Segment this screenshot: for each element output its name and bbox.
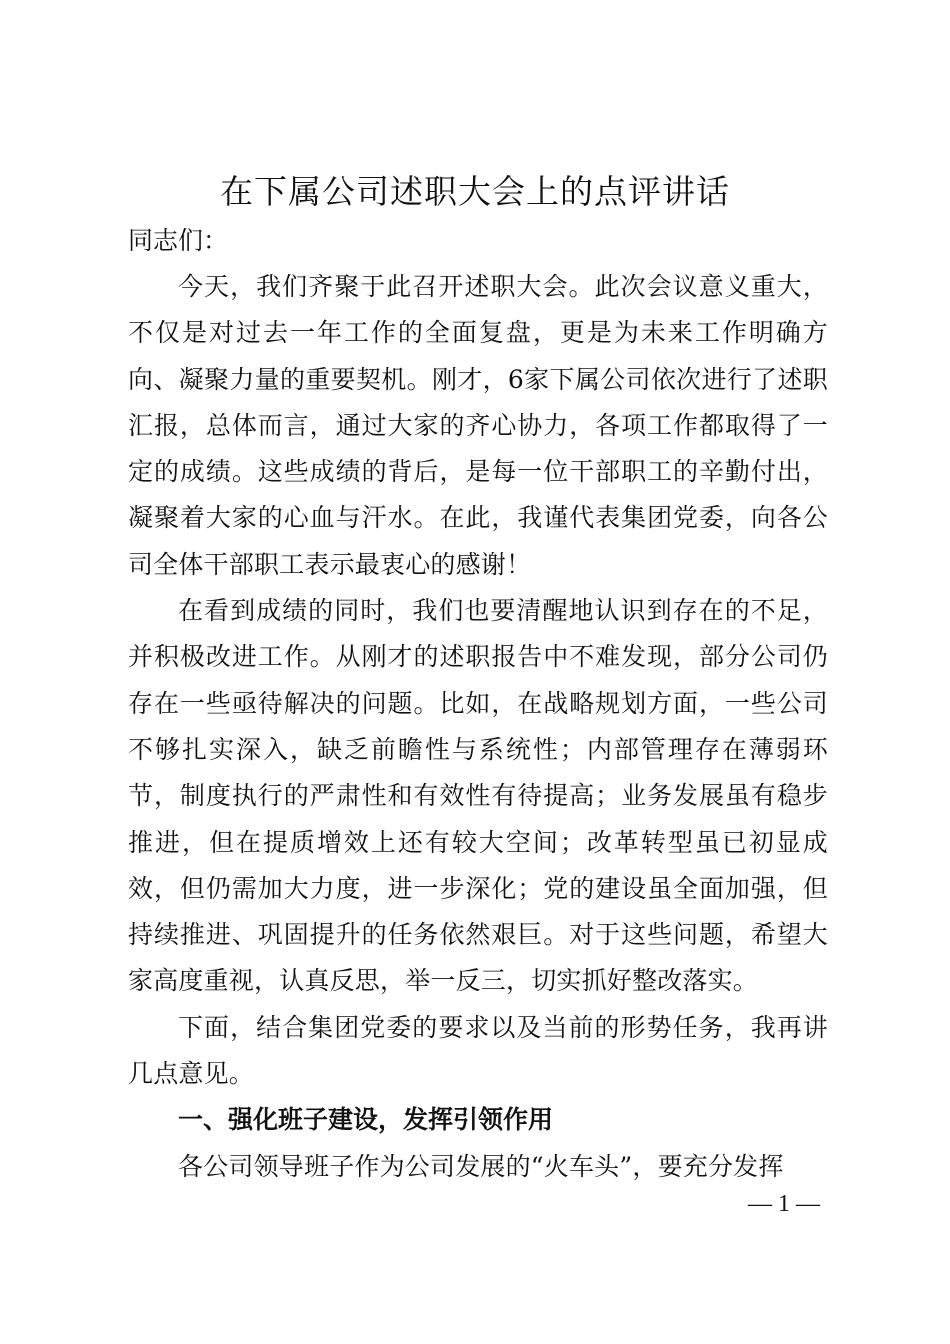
paragraph-transition: 下面，结合集团党委的要求以及当前的形势任务，我再讲几点意见。 — [128, 1012, 828, 1089]
paragraph-section-one: 各公司领导班子作为公司发展的“火车头”，要充分发挥 — [178, 1151, 784, 1181]
page-number: — 1 — — [748, 1191, 820, 1217]
paragraph-shortcomings: 在看到成绩的同时，我们也要清醒地认识到存在的不足，并积极改进工作。从刚才的述职报告中不难发现，部分公司仍存在一些亟待解决的问题。比如，在战略规划方面，一些公司不够扎实深入，缺乏前瞻性与系统性；内部管理存在薄弱环节，制度执行的严肃性和有效性有待提高；业务发展虽有稳步推进，但在提质增效上还有较大空间；改革转型虽已初显成效，但仍需加大力度，进一步深化；党的建设虽全面加强，但持续推进、巩固提升的任务依然艰巨。对于这些问题，希望大家高度重视，认真反思，举一反三，切实抓好整改落实。 — [128, 596, 828, 996]
document-title: 在下属公司述职大会上的点评讲话 — [220, 172, 730, 211]
section-heading: 一、强化班子建设，发挥引领作用 — [178, 1105, 554, 1135]
paragraph-opening: 今天，我们齐聚于此召开述职大会。此次会议意义重大，不仅是对过去一年工作的全面复盘，更是为未来工作明确方向、凝聚力量的重要契机。刚才，6家下属公司依次进行了述职汇报，总体而言，通过大家的齐心协力，各项工作都取得了一定的成绩。这些成绩的背后，是每一位干部职工的辛勤付出，凝聚着大家的心血与汗水。在此，我谨代表集团党委，向各公司全体干部职工表示最衷心的感谢！ — [128, 272, 828, 579]
document-body — [128, 264, 828, 1190]
greeting: 同志们： — [128, 226, 229, 255]
